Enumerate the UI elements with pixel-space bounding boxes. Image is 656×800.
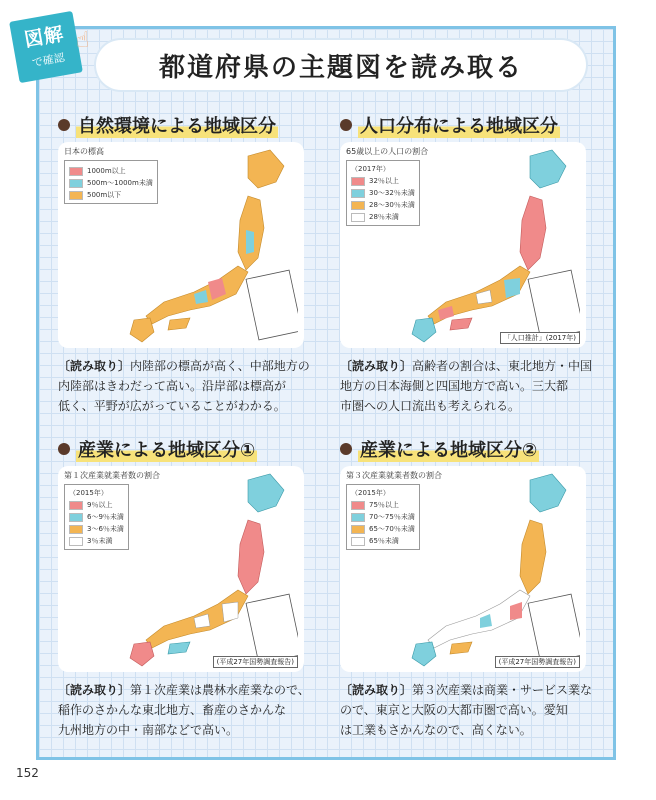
- desc-line: 高齢者の割合は、東北地方・中国: [412, 359, 593, 373]
- section-description-4: [340, 680, 600, 740]
- desc-line: 第１次産業は農林水産業なので、: [130, 683, 310, 697]
- badge-line1: 図解: [22, 22, 66, 52]
- badge: [9, 11, 83, 83]
- bullet-dot-icon: [340, 443, 352, 455]
- page-number: 152: [16, 766, 39, 780]
- legend-label: 75％以上: [369, 501, 399, 509]
- map-caption: 日本の標高: [64, 147, 104, 156]
- section-heading-text: 人口分布による地域区分: [358, 112, 560, 138]
- map-caption: 65歳以上の人口の割合: [346, 147, 429, 156]
- legend-year: （2015年）: [69, 489, 108, 497]
- section-heading-text: 自然環境による地域区分: [76, 112, 278, 138]
- legend-swatch: [351, 189, 365, 198]
- desc-line: ので、東京と大阪の大都市圏で高い。愛知: [340, 703, 568, 717]
- legend-label: 30～32％未満: [369, 189, 415, 197]
- legend-year: （2015年）: [351, 489, 390, 497]
- pointing-hand-icon: ☝: [76, 28, 90, 53]
- badge-line2: で確認: [30, 51, 66, 70]
- legend-label: 32％以上: [369, 177, 399, 185]
- section-heading-4: [340, 436, 539, 462]
- legend-label: 6～9％未満: [87, 513, 124, 521]
- legend-swatch: [351, 501, 365, 510]
- desc-line: 市圏への人口流出も考えられる。: [340, 399, 521, 413]
- legend-year: （2017年）: [351, 165, 390, 173]
- legend-label: 70～75％未満: [369, 513, 415, 521]
- map-source: (平成27年国勢調査報告): [213, 656, 298, 668]
- read-label: 〔読み取り〕: [340, 683, 413, 697]
- legend-swatch: [69, 501, 83, 510]
- legend-label: 9％以上: [87, 501, 113, 509]
- desc-line: 第３次産業は商業・サービス業な: [412, 683, 593, 697]
- desc-line: 九州地方の中・南部などで高い。: [58, 723, 239, 737]
- map-caption: 第１次産業就業者数の割合: [64, 471, 160, 480]
- section-heading-1: [58, 112, 278, 138]
- legend-swatch: [351, 513, 365, 522]
- legend-swatch: [69, 513, 83, 522]
- legend-swatch: [69, 537, 83, 546]
- legend-swatch: [351, 213, 365, 222]
- section-heading-2: [340, 112, 560, 138]
- section-description-2: [340, 356, 600, 416]
- bullet-dot-icon: [58, 443, 70, 455]
- japan-map: [380, 148, 580, 344]
- desc-line: 低く、平野が広がっていることがわかる。: [58, 399, 286, 413]
- legend-swatch: [69, 179, 83, 188]
- map-source: (平成27年国勢調査報告): [495, 656, 580, 668]
- legend-label: 65％未満: [369, 537, 399, 545]
- legend-swatch: [69, 167, 83, 176]
- map-source: 「人口推計」(2017年): [500, 332, 580, 344]
- legend-label: 3～6％未満: [87, 525, 124, 533]
- legend-swatch: [351, 177, 365, 186]
- title-box: [96, 40, 586, 90]
- japan-map: [380, 472, 580, 668]
- map-card-2: [340, 142, 586, 348]
- legend-swatch: [351, 537, 365, 546]
- japan-map: [98, 472, 298, 668]
- bullet-dot-icon: [340, 119, 352, 131]
- map-card-4: [340, 466, 586, 672]
- legend-swatch: [69, 525, 83, 534]
- legend-swatch: [69, 191, 83, 200]
- legend-label: 65～70％未満: [369, 525, 415, 533]
- japan-map: [98, 148, 298, 344]
- section-description-3: [58, 680, 318, 740]
- legend-label: 3％未満: [87, 537, 113, 545]
- map-caption: 第３次産業就業者数の割合: [346, 471, 442, 480]
- page-title: 都道府県の主題図を読み取る: [158, 52, 523, 83]
- desc-line: 稲作のさかんな東北地方、畜産のさかんな: [58, 703, 287, 717]
- section-heading-3: [58, 436, 257, 462]
- legend-label: 28～30％未満: [369, 201, 415, 209]
- section-description-1: [58, 356, 318, 416]
- map-card-1: [58, 142, 304, 348]
- section-heading-text: 産業による地域区分②: [358, 436, 539, 462]
- desc-line: 内陸部の標高が高く、中部地方の: [130, 359, 310, 373]
- legend-label: 28％未満: [369, 213, 399, 221]
- legend-label: 500m～1000m未満: [87, 179, 153, 187]
- legend-swatch: [351, 525, 365, 534]
- read-label: 〔読み取り〕: [340, 359, 413, 373]
- legend-label: 500m以下: [87, 191, 122, 199]
- legend-swatch: [351, 201, 365, 210]
- legend-label: 1000m以上: [87, 167, 126, 175]
- desc-line: は工業もさかんなので、高くない。: [340, 723, 532, 737]
- bullet-dot-icon: [58, 119, 70, 131]
- read-label: 〔読み取り〕: [58, 359, 131, 373]
- section-heading-text: 産業による地域区分①: [76, 436, 257, 462]
- map-card-3: [58, 466, 304, 672]
- read-label: 〔読み取り〕: [58, 683, 131, 697]
- desc-line: 地方の日本海側と四国地方で高い。三大都: [340, 379, 569, 393]
- desc-line: 内陸部はきわだって高い。沿岸部は標高が: [58, 379, 287, 393]
